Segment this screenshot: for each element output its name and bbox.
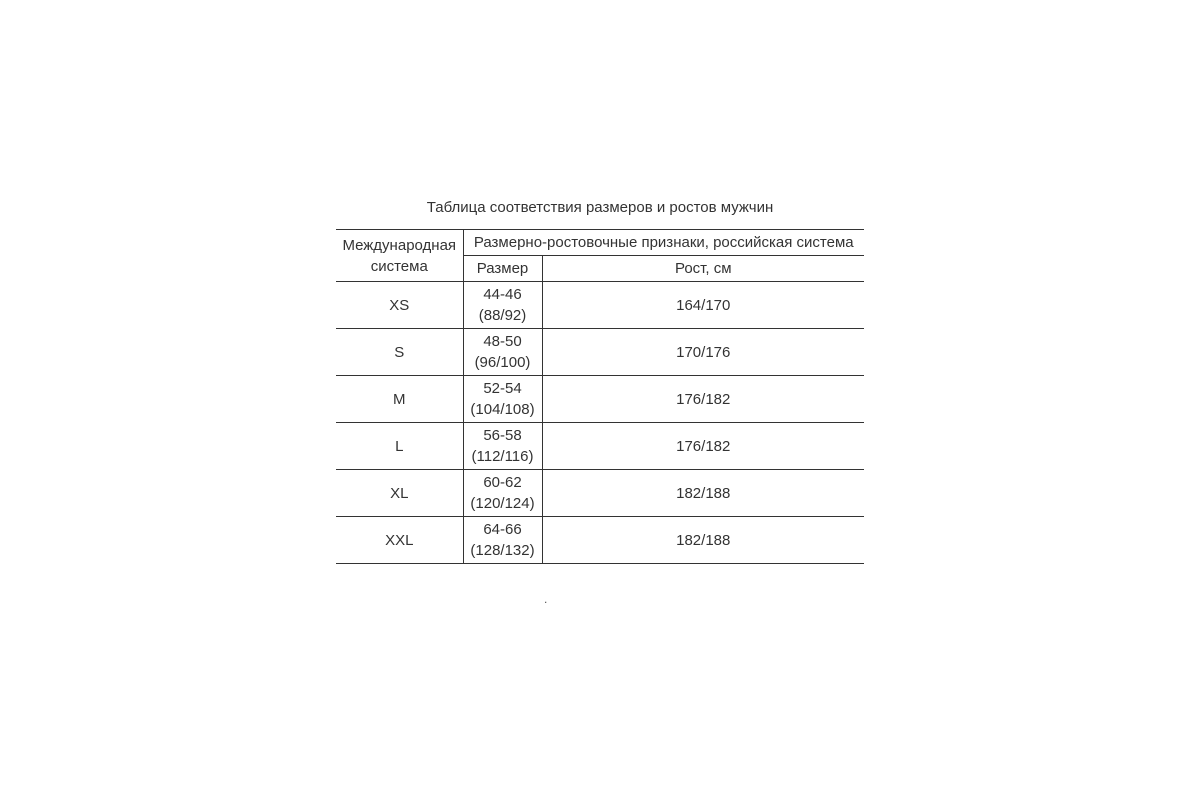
height-cell: 182/188: [542, 470, 864, 517]
intl-size-cell: M: [336, 376, 463, 423]
ru-size-cell: [463, 517, 542, 564]
ru-size-cell: [463, 423, 542, 470]
ru-size-cell: [463, 282, 542, 329]
ru-size-value: 44-46: [483, 286, 522, 303]
height-cell: 182/188: [542, 517, 864, 564]
ru-size-cell: [463, 470, 542, 517]
intl-size-cell: XL: [336, 470, 463, 517]
height-cell: 176/182: [542, 423, 864, 470]
header-row: [336, 230, 864, 256]
header-international-system: Международная система: [336, 230, 463, 282]
height-cell: 170/176: [542, 329, 864, 376]
chest-value: (96/100): [474, 354, 531, 371]
ru-size-value: 48-50: [483, 333, 522, 350]
table-row: [336, 329, 864, 376]
intl-size-cell: XXL: [336, 517, 463, 564]
header-russian-system: Размерно-ростовочные признаки, российская система: [463, 230, 864, 256]
height-cell: 176/182: [542, 376, 864, 423]
intl-size-cell: S: [336, 329, 463, 376]
ru-size-value: 64-66: [483, 521, 522, 538]
intl-size-cell: XS: [336, 282, 463, 329]
intl-size-cell: L: [336, 423, 463, 470]
header-size: Размер: [463, 256, 542, 282]
table-row: [336, 470, 864, 517]
chest-value: (120/124): [470, 495, 535, 512]
height-cell: 164/170: [542, 282, 864, 329]
table-row: [336, 376, 864, 423]
ru-size-cell: [463, 329, 542, 376]
chest-value: (88/92): [478, 307, 527, 324]
ru-size-cell: [463, 376, 542, 423]
table-row: [336, 423, 864, 470]
ru-size-value: 60-62: [483, 474, 522, 491]
table-caption: Таблица соответствия размеров и ростов мужчин: [426, 199, 774, 216]
size-table: [336, 229, 864, 564]
ru-size-value: 56-58: [483, 427, 522, 444]
header-height: Рост, см: [542, 256, 864, 282]
ru-size-value: 52-54: [483, 380, 522, 397]
footnote-mark: .: [544, 592, 548, 606]
chest-value: (104/108): [470, 401, 535, 418]
table-row: [336, 517, 864, 564]
chest-value: (112/116): [471, 448, 534, 465]
chest-value: (128/132): [470, 542, 535, 559]
table-row: [336, 282, 864, 329]
